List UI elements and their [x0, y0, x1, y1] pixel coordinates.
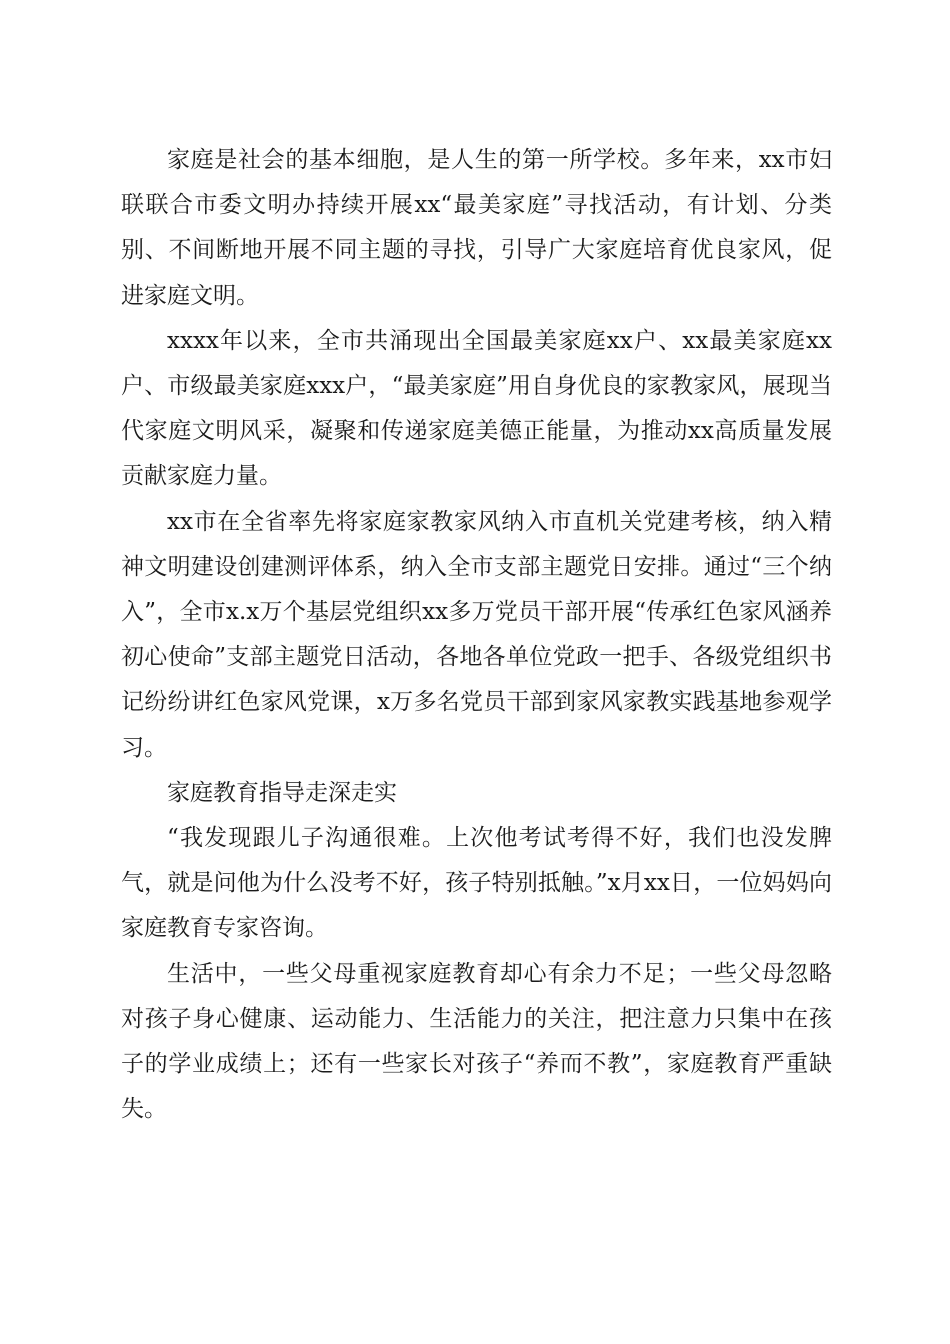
section-heading: 家庭教育指导走深走实 [167, 779, 397, 806]
paragraph-most-beautiful-families: xxxx年以来，全市共涌现出全国最美家庭xx户、xx最美家庭xx户、市级最美家庭xxx户，“最美家庭”用自身优良的家教家风，展现当代家庭文明风采，凝聚和传递家庭美德正能量，为推动xx高质量发展贡献家庭力量。 [121, 327, 832, 490]
paragraph-parenting-issues: 生活中，一些父母重视家庭教育却心有余力不足；一些父母忽略对孩子身心健康、运动能力、生活能力的关注，把注意力只集中在孩子的学业成绩上；还有一些家长对孩子“养而不教”，家庭教育严重缺失。 [121, 960, 832, 1123]
paragraph-family-cell: 家庭是社会的基本细胞，是人生的第一所学校。多年来，xx市妇联联合市委文明办持续开展xx“最美家庭”寻找活动，有计划、分类别、不间断地开展不同主题的寻找，引导广大家庭培育优良家风，促进家庭文明。 [121, 147, 832, 309]
document-body [121, 138, 832, 1132]
paragraph-mother-consultation: “我发现跟儿子沟通很难。上次他考试考得不好，我们也没发脾气，就是问他为什么没考不好，孩子特别抵触。”x月xx日，一位妈妈向家庭教育专家咨询。 [121, 825, 833, 942]
paragraph-party-building: xx市在全省率先将家庭家教家风纳入市直机关党建考核，纳入精神文明建设创建测评体系，纳入全市支部主题党日安排。通过“三个纳入”，全市x.x万个基层党组织xx多万党员干部开展“传承红色家风涵养初心使命”支部主题党日活动，各地各单位党政一把手、各级党组织书记纷纷讲红色家风党课，x万多名党员干部到家风家教实践基地参观学习。 [121, 508, 832, 761]
